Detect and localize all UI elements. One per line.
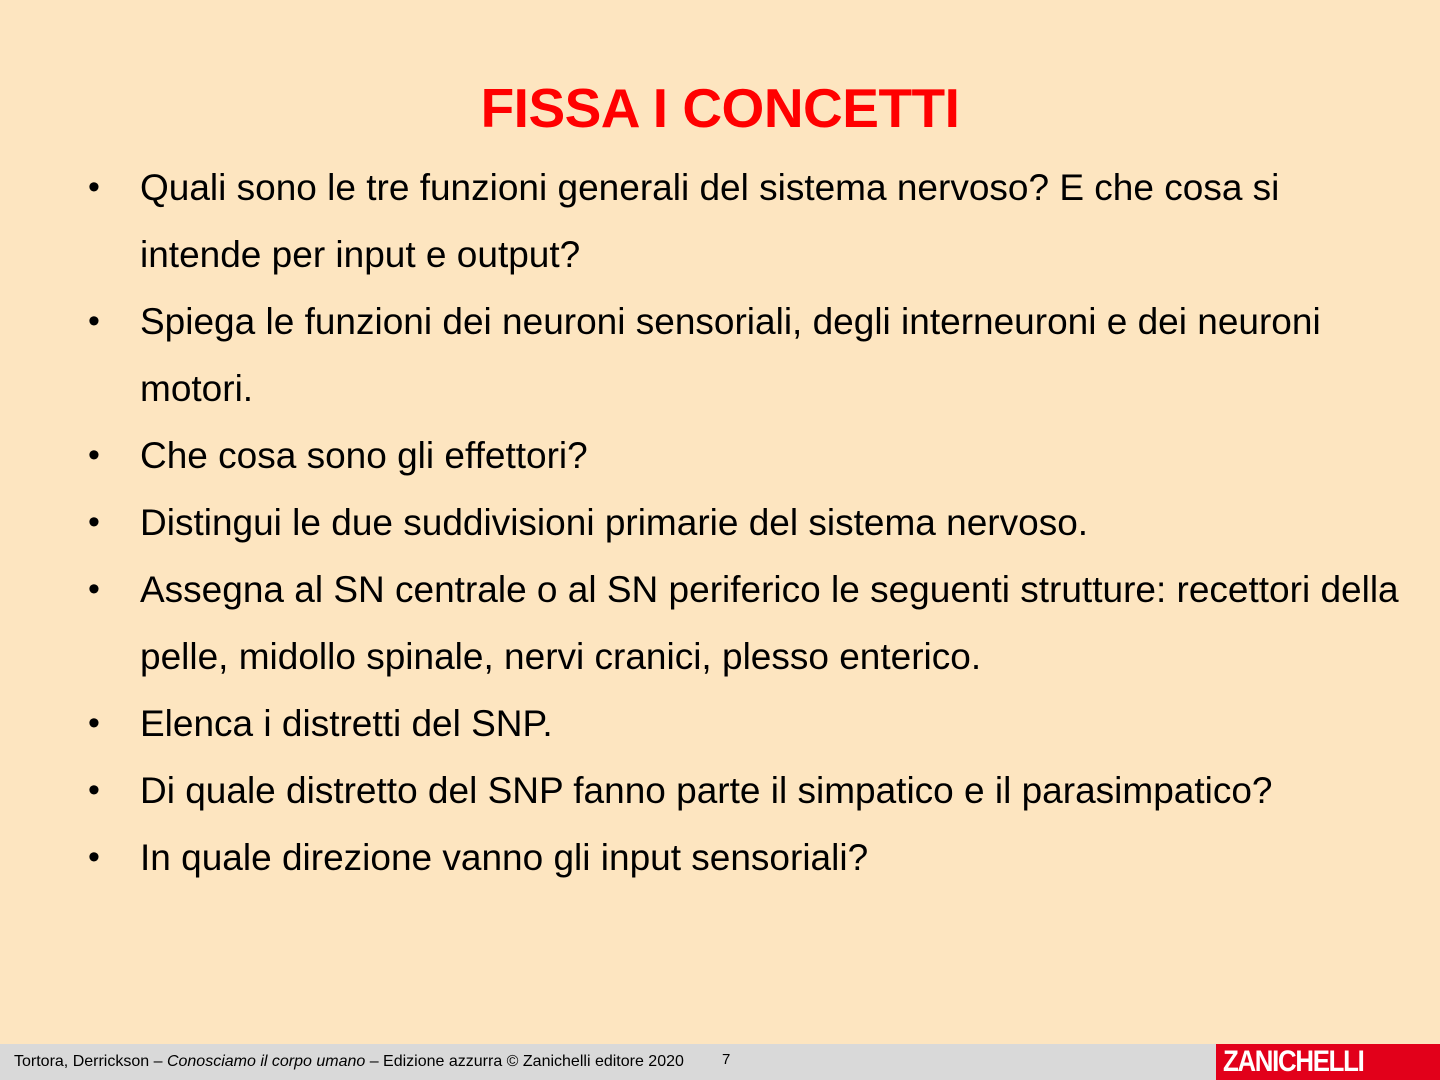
bullet-item (0, 556, 1440, 690)
bullet-text: Che cosa sono gli effettori? (140, 435, 588, 476)
slide-title: FISSA I CONCETTI (480, 77, 960, 139)
zanichelli-logo (1216, 1044, 1440, 1080)
bullet-text: Spiega le funzioni dei neuroni sensoriali, degli interneuroni e dei neuroni motori. (140, 301, 1321, 409)
bullet-item (0, 757, 1440, 824)
logo-text: ZANICHELLI (1223, 1045, 1364, 1078)
bullet-item (0, 489, 1440, 556)
bullet-item (0, 288, 1440, 422)
bullet-text: Quali sono le tre funzioni generali del sistema nervoso? E che cosa si intende per input e output? (140, 167, 1280, 275)
bullet-text: Elenca i distretti del SNP. (140, 703, 553, 744)
bullet-dot-icon: • (88, 570, 100, 608)
bullet-list (0, 154, 1440, 891)
bullet-dot-icon: • (88, 436, 100, 474)
bullet-dot-icon: • (88, 168, 100, 206)
bullet-dot-icon: • (88, 838, 100, 876)
footer-book-title: Conosciamo il corpo umano (166, 1053, 366, 1070)
page-number: 7 (722, 1051, 731, 1068)
bullet-text: Distingui le due suddivisioni primarie del sistema nervoso. (140, 502, 1089, 543)
bullet-item (0, 422, 1440, 489)
bullet-text: In quale direzione vanno gli input sensoriali? (140, 837, 869, 878)
footer-authors: Tortora, Derrickson – (14, 1053, 167, 1070)
bullet-dot-icon: • (88, 302, 100, 340)
bullet-text: Assegna al SN centrale o al SN periferico le seguenti strutture: recettori della pelle, midollo spinale, nervi cranici, plesso enterico. (140, 569, 1399, 677)
bullet-item (0, 154, 1440, 288)
footer-citation (14, 1052, 684, 1072)
bullet-dot-icon: • (88, 704, 100, 742)
bullet-item (0, 690, 1440, 757)
bullet-item (0, 824, 1440, 891)
bullet-text: Di quale distretto del SNP fanno parte il simpatico e il parasimpatico? (140, 770, 1273, 811)
footer-edition: – Edizione azzurra © Zanichelli editore 2020 (365, 1053, 684, 1070)
bullet-dot-icon: • (88, 503, 100, 541)
bullet-dot-icon: • (88, 771, 100, 809)
